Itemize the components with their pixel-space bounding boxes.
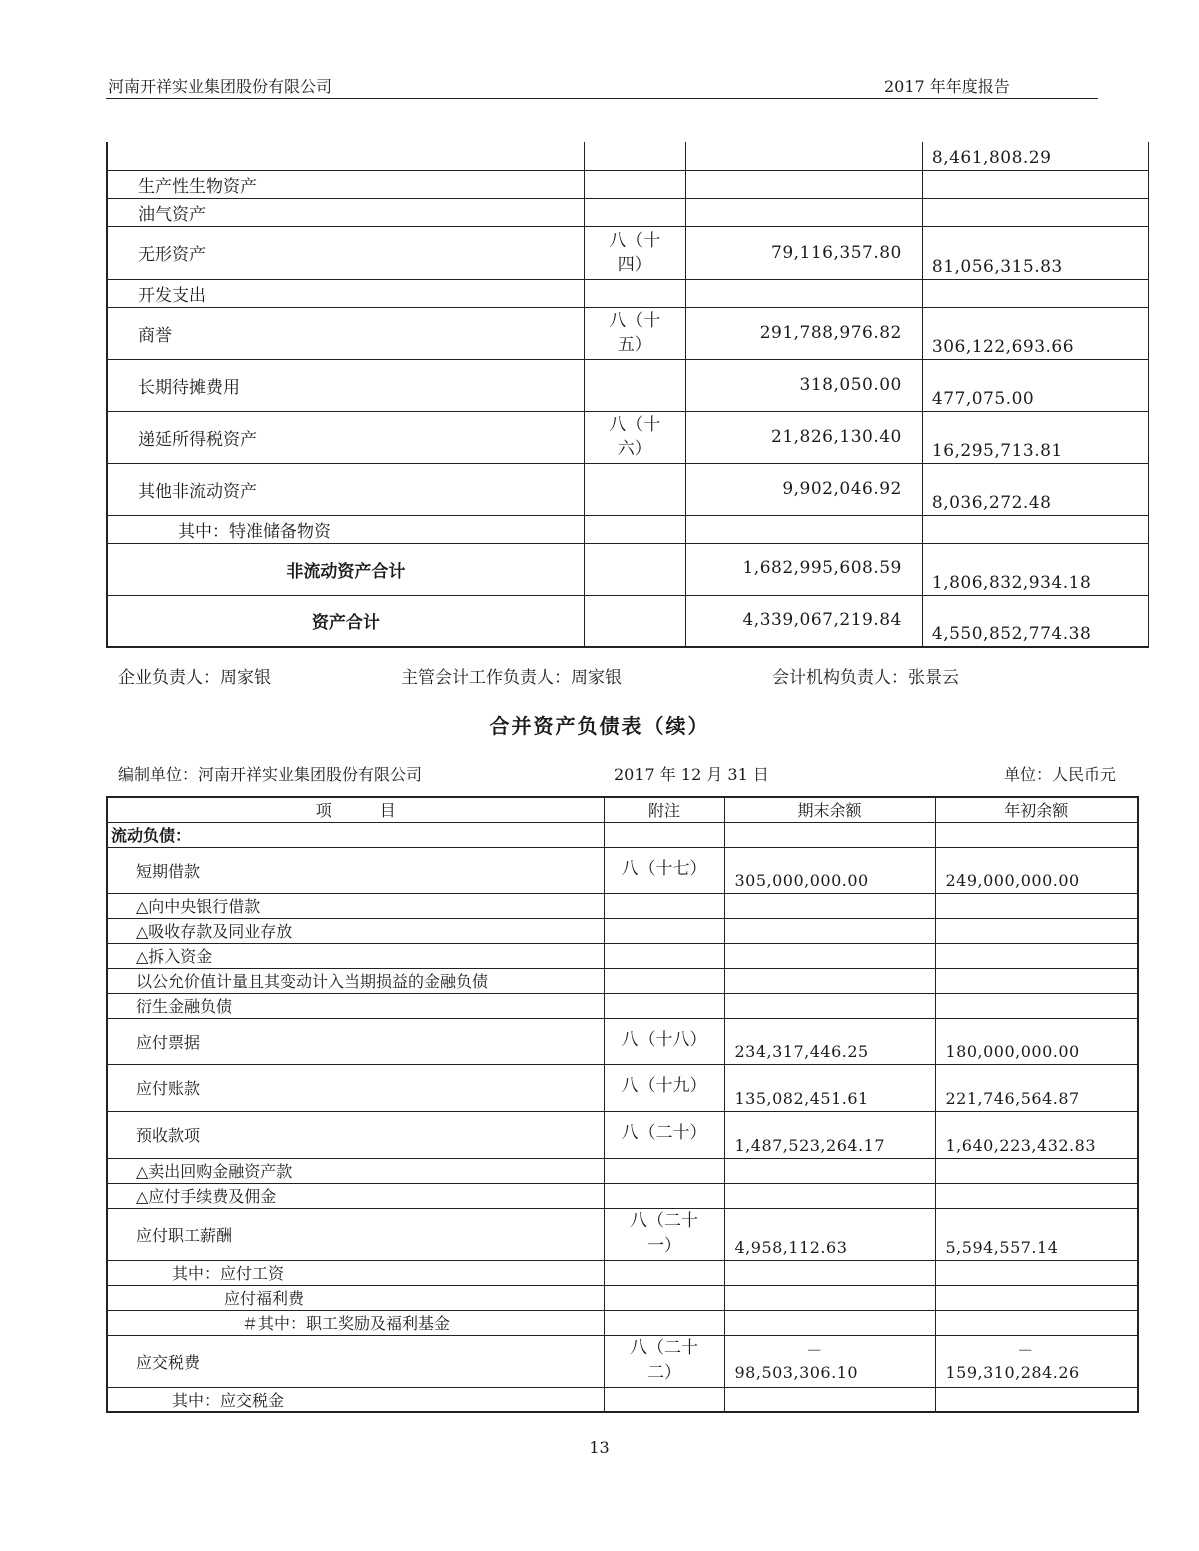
header-end-balance: 期末余额	[724, 797, 935, 822]
row-begin-balance: 1,806,832,934.18	[922, 543, 1148, 595]
row-note	[604, 893, 724, 918]
row-end-balance	[724, 1260, 935, 1285]
signature-accounting: 主管会计工作负责人：周家银	[401, 668, 622, 688]
row-end-balance	[685, 170, 922, 198]
row-begin-balance	[922, 515, 1148, 543]
row-label: 预收款项	[107, 1111, 604, 1158]
row-label: 递延所得税资产	[107, 411, 584, 463]
row-label: 其中：特准储备物资	[107, 515, 584, 543]
row-note	[604, 968, 724, 993]
report-date: 2017 年 12 月 31 日	[614, 765, 769, 784]
row-begin-balance: 306,122,693.66	[922, 307, 1148, 359]
header-report-title: 2017 年年度报告	[884, 77, 1010, 96]
row-note	[604, 943, 724, 968]
table-row	[107, 1260, 1138, 1285]
row-note: 八（十 五）	[584, 307, 685, 359]
row-label: △卖出回购金融资产款	[107, 1158, 604, 1183]
row-label: 商誉	[107, 307, 584, 359]
row-begin-balance-value: 159,310,284.26	[945, 1362, 1080, 1382]
row-begin-balance: 8,036,272.48	[922, 463, 1148, 515]
row-label: 其中：应交税金	[107, 1387, 604, 1412]
row-label: 长期待摊费用	[107, 359, 584, 411]
row-end-balance: 305,000,000.00	[724, 847, 935, 893]
row-end-balance	[724, 822, 935, 847]
row-label: △应付手续费及佣金	[107, 1183, 604, 1208]
row-begin-balance: 249,000,000.00	[935, 847, 1138, 893]
row-label: 应付账款	[107, 1064, 604, 1111]
row-end-balance	[685, 142, 922, 170]
row-end-balance: 135,082,451.61	[724, 1064, 935, 1111]
row-end-balance	[724, 993, 935, 1018]
row-note: 八（二十）	[604, 1111, 724, 1158]
row-label: 应付票据	[107, 1018, 604, 1064]
table-row	[107, 279, 1149, 307]
row-begin-balance	[935, 822, 1138, 847]
table-row	[107, 1285, 1138, 1310]
table-row	[107, 847, 1138, 893]
section-label: 流动负债：	[107, 822, 604, 847]
row-begin-balance: 180,000,000.00	[935, 1018, 1138, 1064]
row-end-balance-value: 98,503,306.10	[734, 1362, 859, 1382]
signature-institution: 会计机构负责人：张景云	[772, 668, 959, 688]
table-row	[107, 1064, 1138, 1111]
row-note: 八（二十 二）	[604, 1335, 724, 1387]
row-note	[604, 993, 724, 1018]
row-begin-balance	[935, 968, 1138, 993]
row-label: ＃其中：职工奖励及福利基金	[107, 1310, 604, 1335]
row-label: 其他非流动资产	[107, 463, 584, 515]
row-begin-balance	[935, 1310, 1138, 1335]
table-row	[107, 1183, 1138, 1208]
row-begin-balance	[935, 1183, 1138, 1208]
row-label: 其中：应付工资	[107, 1260, 604, 1285]
table-row	[107, 993, 1138, 1018]
row-end-balance: 4,339,067,219.84	[685, 595, 922, 647]
row-end-balance: 234,317,446.25	[724, 1018, 935, 1064]
row-note	[584, 170, 685, 198]
row-end-balance	[724, 1310, 935, 1335]
row-begin-balance: 1,640,223,432.83	[935, 1111, 1138, 1158]
row-note: 八（二十 一）	[604, 1208, 724, 1260]
row-end-balance	[724, 1387, 935, 1412]
table-row	[107, 1158, 1138, 1183]
table-row	[107, 463, 1149, 515]
row-note	[604, 1285, 724, 1310]
row-begin-balance	[935, 993, 1138, 1018]
table-row	[107, 1111, 1138, 1158]
row-note	[584, 198, 685, 226]
row-label: 油气资产	[107, 198, 584, 226]
row-note	[604, 1387, 724, 1412]
table-row	[107, 893, 1138, 918]
row-note	[584, 279, 685, 307]
row-begin-balance	[922, 198, 1148, 226]
row-end-balance: 291,788,976.82	[685, 307, 922, 359]
row-note	[604, 822, 724, 847]
row-note: 八（十九）	[604, 1064, 724, 1111]
row-label: △拆入资金	[107, 943, 604, 968]
table-row	[107, 170, 1149, 198]
row-end-balance	[685, 279, 922, 307]
row-note	[584, 515, 685, 543]
header-row	[107, 797, 1138, 822]
row-end-balance	[685, 515, 922, 543]
signature-enterprise: 企业负责人：周家银	[118, 668, 271, 688]
table-row	[107, 359, 1149, 411]
row-begin-balance	[935, 1158, 1138, 1183]
table-row	[107, 1335, 1138, 1387]
row-begin-balance	[935, 1285, 1138, 1310]
row-note	[584, 463, 685, 515]
row-label: 应交税费	[107, 1335, 604, 1387]
header-begin-balance: 年初余额	[935, 797, 1138, 822]
row-note	[604, 1310, 724, 1335]
row-begin-balance	[922, 170, 1148, 198]
table-row	[107, 198, 1149, 226]
row-label	[107, 142, 584, 170]
row-end-balance: 21,826,130.40	[685, 411, 922, 463]
table-title: 合并资产负债表（续）	[489, 714, 710, 738]
negative-sign: －	[806, 1340, 823, 1360]
table-row	[107, 943, 1138, 968]
row-label: 短期借款	[107, 847, 604, 893]
row-note: 八（十八）	[604, 1018, 724, 1064]
page-number: 13	[589, 1438, 610, 1457]
row-label: 应付职工薪酬	[107, 1208, 604, 1260]
row-begin-balance: 221,746,564.87	[935, 1064, 1138, 1111]
row-note	[584, 543, 685, 595]
row-end-balance	[724, 968, 935, 993]
row-note	[604, 1260, 724, 1285]
prepared-by: 编制单位：河南开祥实业集团股份有限公司	[118, 765, 423, 784]
row-end-balance	[724, 1335, 935, 1387]
row-label: 以公允价值计量且其变动计入当期损益的金融负债	[107, 968, 604, 993]
row-begin-balance	[922, 279, 1148, 307]
row-end-balance: 1,682,995,608.59	[685, 543, 922, 595]
table-row	[107, 307, 1149, 359]
row-end-balance	[685, 198, 922, 226]
row-end-balance	[724, 918, 935, 943]
table-row	[107, 1208, 1138, 1260]
asset-table-continued	[106, 142, 1149, 648]
row-label: 应付福利费	[107, 1285, 604, 1310]
total-label: 资产合计	[107, 595, 584, 647]
row-begin-balance: 5,594,557.14	[935, 1208, 1138, 1260]
header-item: 项 目	[107, 797, 604, 822]
table-row	[107, 142, 1149, 170]
row-begin-balance	[935, 943, 1138, 968]
row-end-balance: 4,958,112.63	[724, 1208, 935, 1260]
row-label: 生产性生物资产	[107, 170, 584, 198]
table-row	[107, 968, 1138, 993]
row-note	[604, 918, 724, 943]
row-begin-balance	[935, 1335, 1138, 1387]
table-row	[107, 918, 1138, 943]
header-note: 附注	[604, 797, 724, 822]
row-begin-balance: 81,056,315.83	[922, 226, 1148, 279]
row-end-balance	[724, 1158, 935, 1183]
row-begin-balance	[935, 1387, 1138, 1412]
row-end-balance: 79,116,357.80	[685, 226, 922, 279]
liability-table	[106, 796, 1139, 1413]
row-begin-balance	[935, 918, 1138, 943]
table-row	[107, 1387, 1138, 1412]
header-company: 河南开祥实业集团股份有限公司	[108, 77, 333, 96]
subtotal-label: 非流动资产合计	[107, 543, 584, 595]
row-end-balance: 9,902,046.92	[685, 463, 922, 515]
row-end-balance	[724, 943, 935, 968]
row-begin-balance: 477,075.00	[922, 359, 1148, 411]
table-row	[107, 411, 1149, 463]
currency-unit: 单位：人民币元	[1004, 765, 1117, 784]
header-rule	[106, 98, 1098, 99]
row-label: 衍生金融负债	[107, 993, 604, 1018]
row-note	[604, 1183, 724, 1208]
row-label: 无形资产	[107, 226, 584, 279]
row-end-balance	[724, 1183, 935, 1208]
table-row	[107, 226, 1149, 279]
row-label: 开发支出	[107, 279, 584, 307]
table-row	[107, 515, 1149, 543]
row-label: △向中央银行借款	[107, 893, 604, 918]
row-end-balance	[724, 1285, 935, 1310]
row-begin-balance: 8,461,808.29	[922, 142, 1148, 170]
row-begin-balance: 16,295,713.81	[922, 411, 1148, 463]
row-note	[604, 1158, 724, 1183]
row-label: △吸收存款及同业存放	[107, 918, 604, 943]
row-begin-balance: 4,550,852,774.38	[922, 595, 1148, 647]
table-row	[107, 1310, 1138, 1335]
row-note: 八（十七）	[604, 847, 724, 893]
row-note: 八（十 六）	[584, 411, 685, 463]
row-end-balance: 318,050.00	[685, 359, 922, 411]
row-note	[584, 142, 685, 170]
table-row	[107, 595, 1149, 647]
table-row	[107, 822, 1138, 847]
row-end-balance	[724, 893, 935, 918]
table-row	[107, 1018, 1138, 1064]
row-note	[584, 595, 685, 647]
negative-sign: －	[1017, 1340, 1034, 1360]
row-end-balance: 1,487,523,264.17	[724, 1111, 935, 1158]
row-note	[584, 359, 685, 411]
row-begin-balance	[935, 893, 1138, 918]
row-begin-balance	[935, 1260, 1138, 1285]
table-row	[107, 543, 1149, 595]
row-note: 八（十 四）	[584, 226, 685, 279]
